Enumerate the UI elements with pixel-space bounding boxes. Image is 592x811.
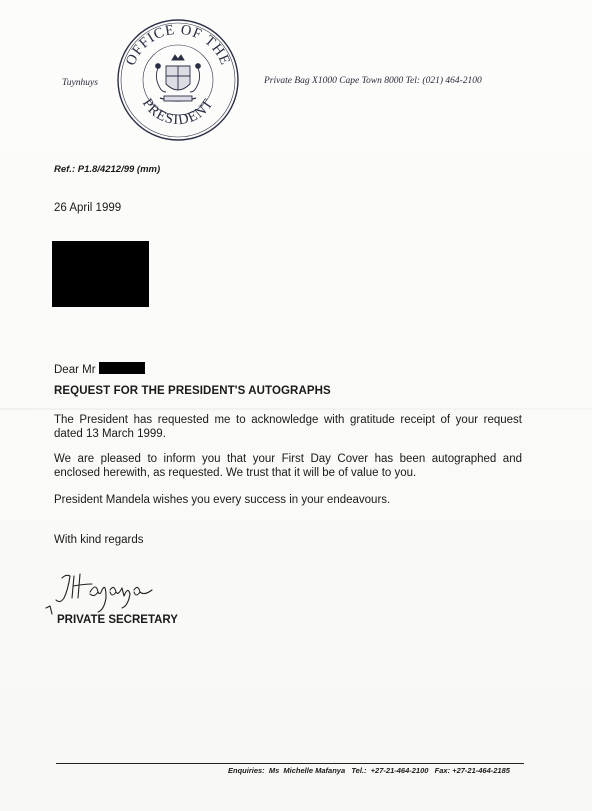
salutation: Dear Mr — [54, 364, 96, 376]
handwritten-signature — [40, 568, 190, 620]
redacted-address-block — [52, 241, 149, 307]
reference-number: Ref.: P1.8/4212/99 (mm) — [54, 164, 161, 175]
letterhead-location: Tuynhuys — [62, 78, 98, 88]
salutation-line — [54, 362, 145, 376]
seal-bottom-text: PRESIDENT — [138, 95, 218, 129]
footer-enquiries: Enquiries: Ms Michelle Mafanya Tel.: +27-21-464-2100 Fax: +27-21-464-2185 — [228, 766, 510, 775]
letterhead-contact: Private Bag X1000 Cape Town 8000 Tel: (021) 464-2100 — [264, 76, 482, 86]
coat-of-arms-icon — [156, 55, 201, 101]
page-fold — [0, 408, 592, 410]
closing-line: With kind regards — [54, 534, 144, 546]
body-paragraph: The President has requested me to acknowledge with gratitude receipt of your request dated 13 March 1999. — [54, 414, 522, 440]
body-paragraph: We are pleased to inform you that your First Day Cover has been autographed and enclosed herewith, as requested. We trust that it will be of value to you. — [54, 453, 522, 479]
redacted-recipient-name — [99, 362, 145, 374]
signatory-title: PRIVATE SECRETARY — [57, 614, 178, 626]
letter-date: 26 April 1999 — [54, 202, 122, 214]
seal-top-text: OFFICE OF THE — [122, 21, 234, 68]
body-paragraph: President Mandela wishes you every success in your endeavours. — [54, 494, 391, 506]
footer-divider — [56, 763, 524, 764]
letter-subject: REQUEST FOR THE PRESIDENT'S AUTOGRAPHS — [54, 385, 331, 397]
presidential-seal — [116, 18, 240, 142]
